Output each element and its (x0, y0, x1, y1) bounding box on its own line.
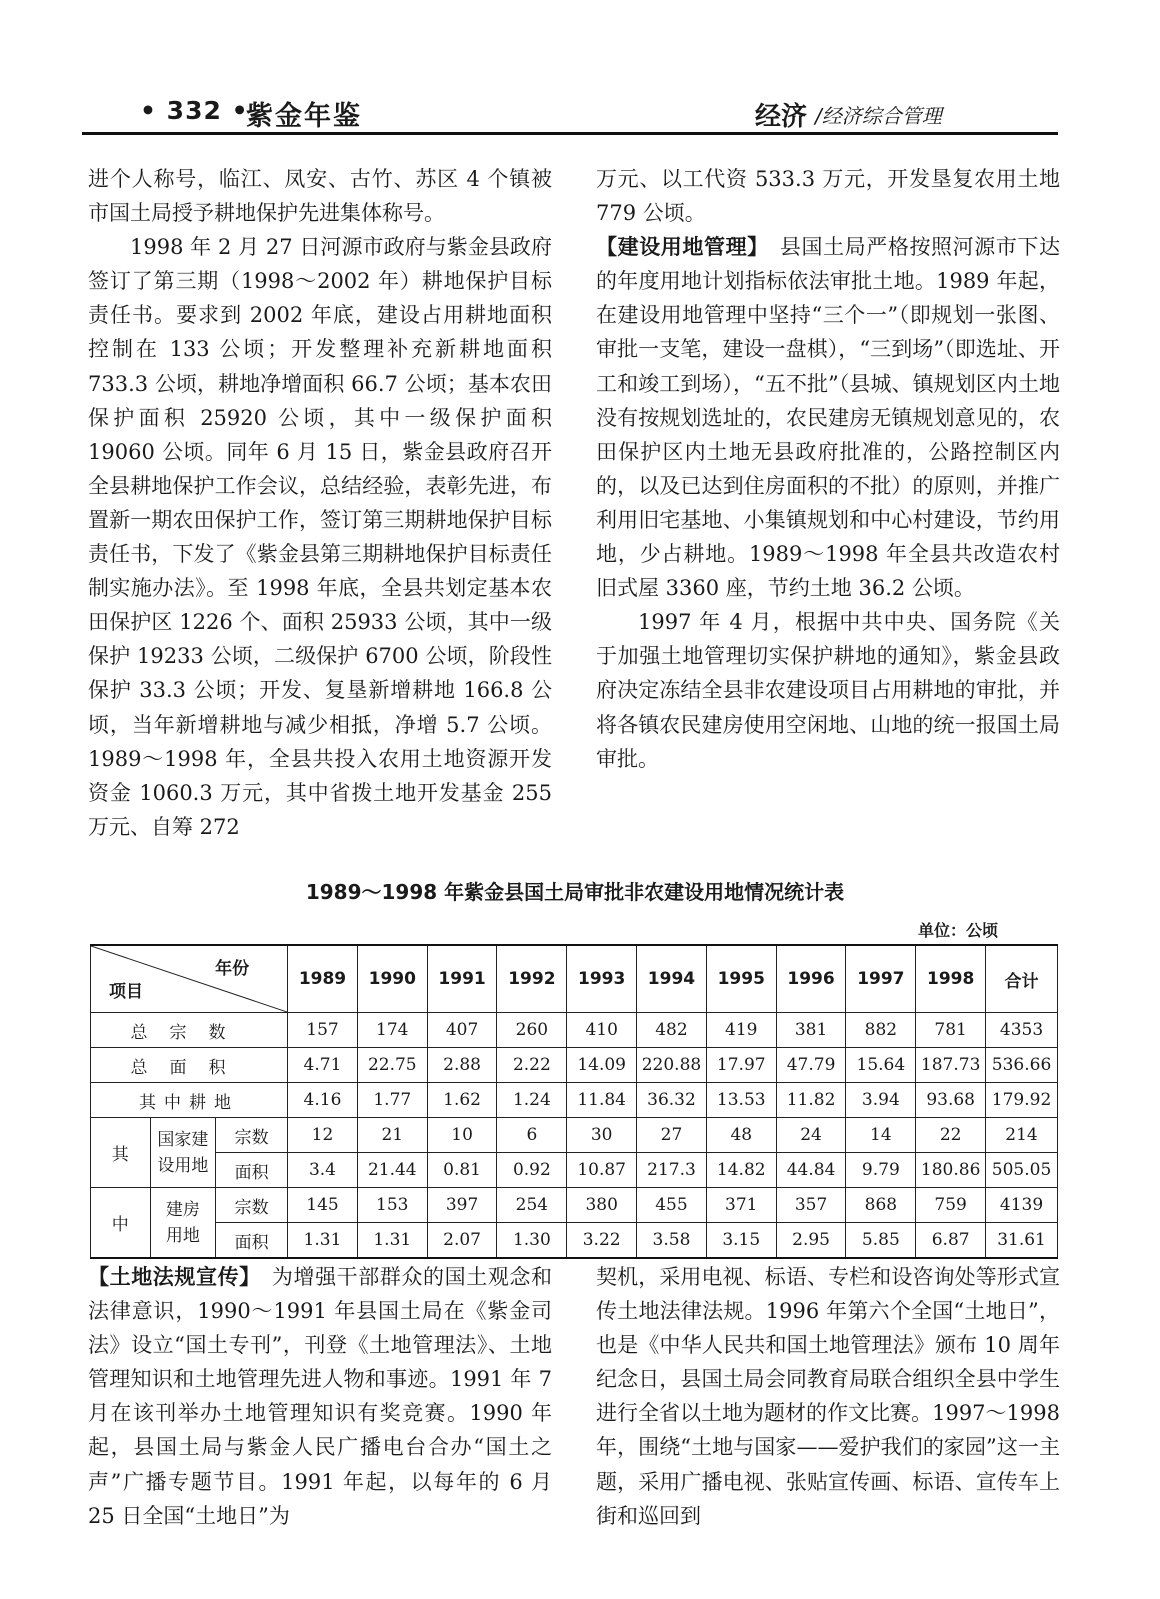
section-title: 经济 (755, 102, 808, 132)
table-cell: 220.88 (637, 1048, 707, 1083)
page-number: • 332 • (140, 96, 249, 125)
table-cell: 11.84 (567, 1083, 637, 1118)
table-cell: 187.73 (916, 1048, 986, 1083)
table-cell: 21 (357, 1118, 427, 1153)
paragraph: 进个人称号，临江、凤安、古竹、苏区 4 个镇被市国土局授予耕地保护先进集体称号。 (88, 167, 552, 226)
column-header: 1990 (357, 945, 427, 1013)
column-header: 1998 (916, 945, 986, 1013)
table-cell: 455 (637, 1188, 707, 1223)
table-cell: 1.24 (497, 1083, 567, 1118)
table-cell: 10 (427, 1118, 497, 1153)
table-cell: 9.79 (846, 1153, 916, 1188)
row-sublabel: 宗数 (216, 1188, 288, 1223)
row-label: 其中耕地 (91, 1083, 288, 1118)
table-cell: 48 (706, 1118, 776, 1153)
table-cell: 3.58 (637, 1223, 707, 1259)
table-cell: 381 (776, 1013, 846, 1048)
table-cell: 407 (427, 1013, 497, 1048)
table-row (91, 1118, 1058, 1153)
table-cell: 180.86 (916, 1153, 986, 1188)
table-cell: 4353 (986, 1013, 1058, 1048)
table-cell: 17.97 (706, 1048, 776, 1083)
column-header: 1995 (706, 945, 776, 1013)
table-cell: 2.88 (427, 1048, 497, 1083)
table-cell: 482 (637, 1013, 707, 1048)
table-cell: 47.79 (776, 1048, 846, 1083)
paragraph-text: 县国土局严格按照河源市下达的年度用地计划指标依法审批土地。1989 年起，在建设用地管理中坚持“三个一”（即规划一张图、审批一支笔，建设一盘棋），“三到场”（即选址、开工和竣工到场），“五不批”（县城、镇规划区内土地没有按规划选址的，农民建房无镇规划意见的，农田保护区内土地无县政府批准的，公路控制区内的，以及已达到住房面积的不批）的原则，并推广利用旧宅基地、小集镇规划和中心村建设，节约用地，少占耕地。1989～1998 年全县共改造农村旧式屋 3360 座，节约土地 36.2 公顷。 (596, 235, 1061, 601)
header-rule (82, 132, 1058, 135)
subsection-title: /经济综合管理 (815, 104, 942, 128)
table-cell: 157 (288, 1013, 358, 1048)
table-header-row (91, 945, 1058, 1013)
paragraph: 万元、以工代资 533.3 万元，开发垦复农用土地 779 公顷。 (596, 167, 1060, 226)
table-cell: 371 (706, 1188, 776, 1223)
table-cell: 93.68 (916, 1083, 986, 1118)
table-cell: 22.75 (357, 1048, 427, 1083)
table-cell: 13.53 (706, 1083, 776, 1118)
section-heading: 【土地法规宣传】 (88, 1265, 251, 1289)
row-group-label-zhong: 中 (91, 1188, 151, 1259)
table-cell: 6.87 (916, 1223, 986, 1259)
column-header: 1996 (776, 945, 846, 1013)
table-cell: 254 (497, 1188, 567, 1223)
row-sublabel: 面积 (216, 1153, 288, 1188)
table-cell: 145 (288, 1188, 358, 1223)
table-cell: 44.84 (776, 1153, 846, 1188)
paragraph (88, 1260, 552, 1533)
table-cell: 6 (497, 1118, 567, 1153)
table-cell: 260 (497, 1013, 567, 1048)
table-cell: 3.4 (288, 1153, 358, 1188)
table-row (91, 1188, 1058, 1223)
table-cell: 31.61 (986, 1223, 1058, 1259)
table-cell: 2.22 (497, 1048, 567, 1083)
paragraph: 1998 年 2 月 27 日河源市政府与紫金县政府签订了第三期（1998～2002 年）耕地保护目标责任书。要求到 2002 年底，建设占用耕地面积控制在 133 公顷；开发整理补充新耕地面积 733.3 公顷，耕地净增面积 66.7 公顷；基本农田保护面积 25920 公顷，其中一级保护面积 19060 公顷。同年 6 月 15 日，紫金县政府召开全县耕地保护工作会议，总结经验，表彰先进，布置新一期农田保护工作，签订第三期耕地保护目标责任书，下发了《紫金县第三期耕地保护目标责任制实施办法》。至 1998 年底，全县共划定基本农田保护区 1226 个、面积 25933 公顷，其中一级保护 19233 公顷，二级保护 6700 公顷，阶段性保护 33.3 公顷；开发、复垦新增耕地 166.8 公顷，当年新增耕地与减少相抵，净增 5.7 公顷。1989～1998 年，全县共投入农用土地资源开发资金 1060.3 万元，其中省拨土地开发基金 255 万元、自筹 272 (88, 235, 552, 839)
table-cell: 36.32 (637, 1083, 707, 1118)
table-cell: 3.22 (567, 1223, 637, 1259)
table-cell: 410 (567, 1013, 637, 1048)
table-cell: 2.95 (776, 1223, 846, 1259)
table-cell: 536.66 (986, 1048, 1058, 1083)
table-cell: 14.82 (706, 1153, 776, 1188)
column-right-bottom (596, 1260, 1060, 1533)
paragraph-text: 为增强干部群众的国土观念和法律意识，1990～1991 年县国土局在《紫金司法》设立“国土专刊”，刊登《土地管理法》、土地管理知识和土地管理先进人物和事迹。1991 年 7 月在该刊举办土地管理知识有奖竞赛。1990 年起，县国土局与紫金人民广播电台合办“国土之声”广播专题节目。1991 年起，以每年的 6 月 25 日全国“土地日”为 (88, 1265, 553, 1528)
column-header: 1989 (288, 945, 358, 1013)
table-cell: 1.77 (357, 1083, 427, 1118)
row-label: 总宗数 (91, 1013, 288, 1048)
column-header: 合计 (986, 945, 1058, 1013)
diagonal-header-cell (91, 945, 288, 1013)
column-header: 1994 (637, 945, 707, 1013)
table-cell: 781 (916, 1013, 986, 1048)
table-row (91, 1153, 1058, 1188)
table-cell: 1.31 (357, 1223, 427, 1259)
paragraph: 1997 年 4 月，根据中共中央、国务院《关于加强土地管理切实保护耕地的通知》，紫金县政府决定冻结全县非农建设项目占用耕地的审批，并将各镇农民建房使用空闲地、山地的统一报国土局审批。 (596, 610, 1060, 771)
column-header: 1992 (497, 945, 567, 1013)
paragraph (596, 230, 1060, 605)
table-cell: 174 (357, 1013, 427, 1048)
table-cell: 1.30 (497, 1223, 567, 1259)
header-item-label: 项目 (109, 982, 143, 1002)
table-cell: 505.05 (986, 1153, 1058, 1188)
section-heading: 【建设用地管理】 (596, 235, 759, 260)
table-cell: 357 (776, 1188, 846, 1223)
table-cell: 14 (846, 1118, 916, 1153)
table-cell: 380 (567, 1188, 637, 1223)
statistics-table (90, 944, 1058, 1259)
table-row (91, 1048, 1058, 1083)
table-cell: 1.62 (427, 1083, 497, 1118)
table-cell: 153 (357, 1188, 427, 1223)
table-row (91, 1013, 1058, 1048)
column-header: 1993 (567, 945, 637, 1013)
table-cell: 14.09 (567, 1048, 637, 1083)
row-group-label: 国家建设用地 (150, 1118, 216, 1188)
column-left-bottom (88, 1260, 552, 1533)
column-left-top (88, 162, 552, 844)
table-cell: 30 (567, 1118, 637, 1153)
table-cell: 3.94 (846, 1083, 916, 1118)
table-cell: 214 (986, 1118, 1058, 1153)
header-year-label: 年份 (215, 959, 250, 979)
column-right-top (596, 162, 1060, 776)
table-cell: 1.31 (288, 1223, 358, 1259)
table-cell: 4.71 (288, 1048, 358, 1083)
table-cell: 217.3 (637, 1153, 707, 1188)
table-cell: 24 (776, 1118, 846, 1153)
table-cell: 419 (706, 1013, 776, 1048)
table-cell: 759 (916, 1188, 986, 1223)
row-sublabel: 宗数 (216, 1118, 288, 1153)
row-group-label-qi: 其 (91, 1118, 151, 1188)
book-title: 紫金年鉴 (246, 101, 362, 132)
table-cell: 4.16 (288, 1083, 358, 1118)
table-title: 1989～1998 年紫金县国土局审批非农建设用地情况统计表 (305, 880, 845, 904)
table-cell: 27 (637, 1118, 707, 1153)
table-cell: 21.44 (357, 1153, 427, 1188)
column-header: 1991 (427, 945, 497, 1013)
table-cell: 0.92 (497, 1153, 567, 1188)
table-cell: 882 (846, 1013, 916, 1048)
table-cell: 10.87 (567, 1153, 637, 1188)
row-sublabel: 面积 (216, 1223, 288, 1259)
table-cell: 0.81 (427, 1153, 497, 1188)
table-cell: 12 (288, 1118, 358, 1153)
table-cell: 11.82 (776, 1083, 846, 1118)
row-group-label: 建房用地 (150, 1188, 216, 1259)
column-header: 1997 (846, 945, 916, 1013)
table-cell: 397 (427, 1188, 497, 1223)
table-row (91, 1083, 1058, 1118)
table-cell: 22 (916, 1118, 986, 1153)
table-row (91, 1223, 1058, 1259)
paragraph: 契机，采用电视、标语、专栏和设咨询处等形式宣传土地法律法规。1996 年第六个全国“土地日”，也是《中华人民共和国土地管理法》颁布 10 周年纪念日，县国土局会同教育局联合组织全县中学生进行全省以土地为题材的作文比赛。1997～1998 年，围绕“土地与国家——爱护我们的家园”这一主题，采用广播电视、张贴宣传画、标语、宣传车上街和巡回到 (596, 1265, 1060, 1528)
table-cell: 15.64 (846, 1048, 916, 1083)
row-label: 总面积 (91, 1048, 288, 1083)
table-cell: 179.92 (986, 1083, 1058, 1118)
table-cell: 868 (846, 1188, 916, 1223)
table-cell: 5.85 (846, 1223, 916, 1259)
table-cell: 3.15 (706, 1223, 776, 1259)
table-cell: 2.07 (427, 1223, 497, 1259)
table-cell: 4139 (986, 1188, 1058, 1223)
table-unit: 单位：公顷 (918, 921, 999, 940)
